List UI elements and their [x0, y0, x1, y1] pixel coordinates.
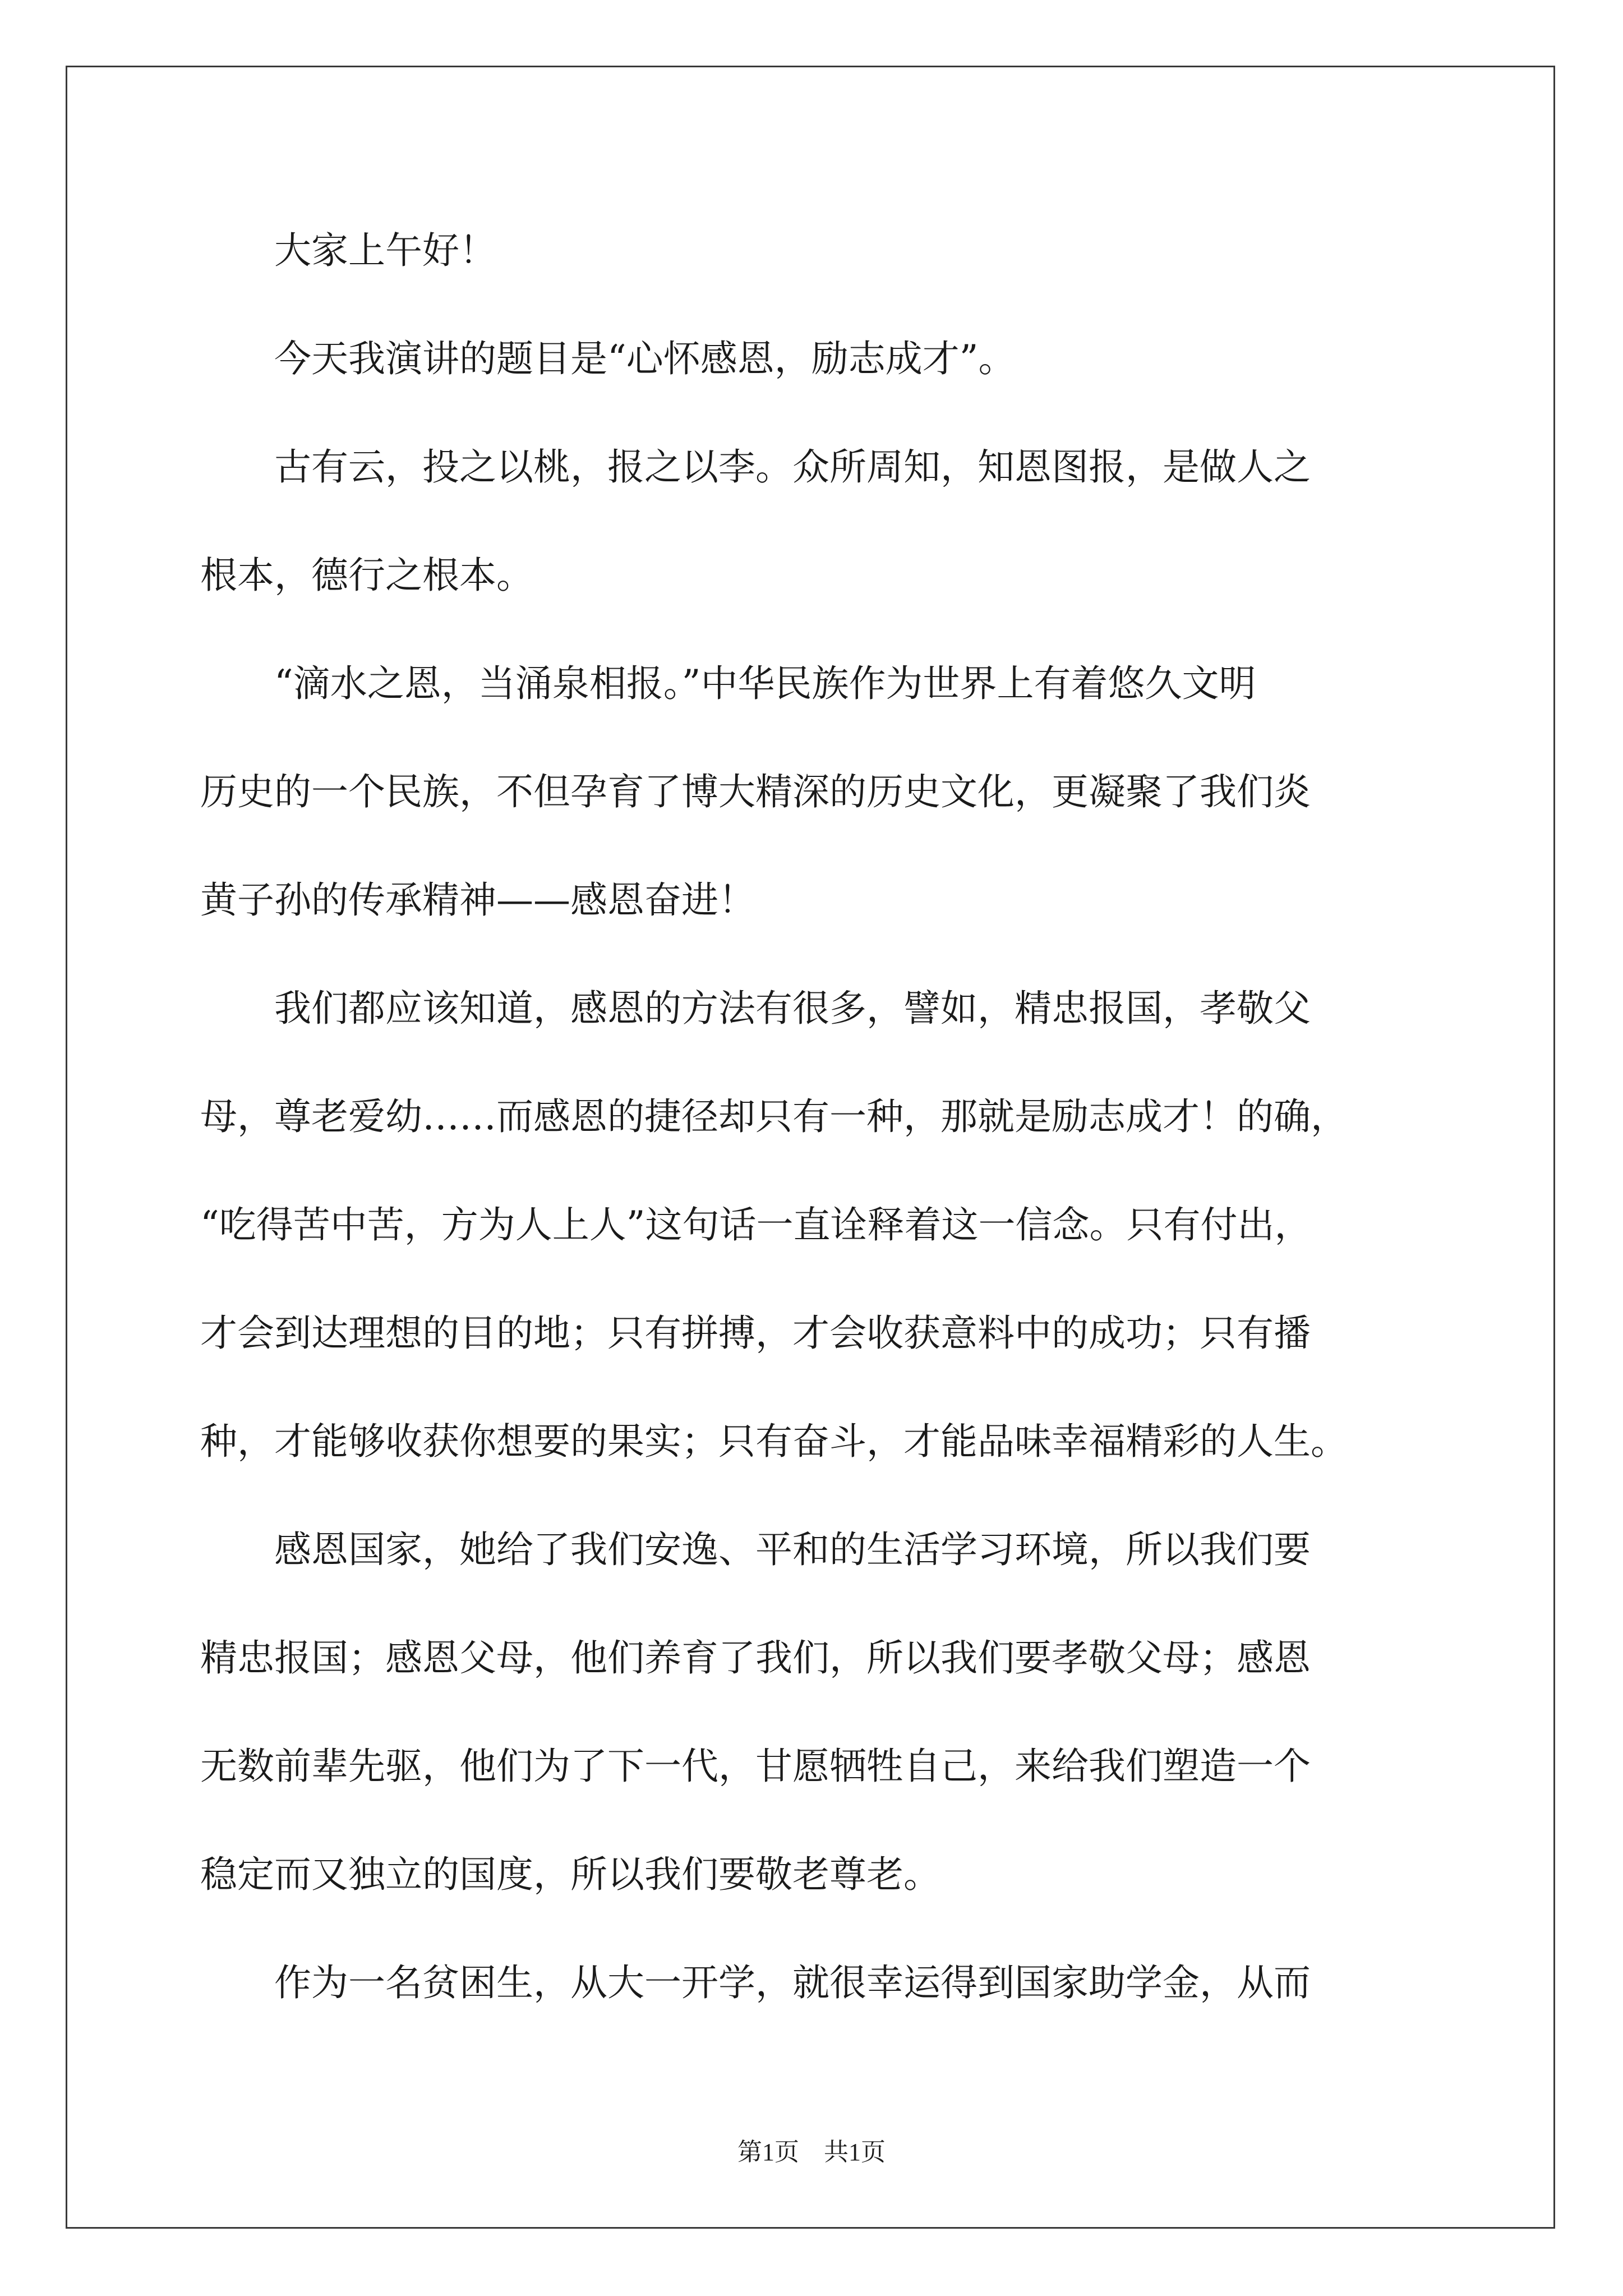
text-line: 无数前辈先驱，他们为了下一代，甘愿牺牲自己，来给我们塑造一个 — [200, 1745, 1311, 1788]
page-number: 第1页 共1页 — [737, 2138, 886, 2166]
text-line: 根本，德行之根本。 — [200, 554, 533, 597]
text-line: 母，尊老爱幼……而感恩的捷径却只有一种，那就是励志成才！的确， — [200, 1095, 1348, 1138]
text-line: “吃得苦中苦，方为人上人”这句话一直诠释着这一信念。只有付出， — [200, 1203, 1312, 1246]
text-line: 稳定而又独立的国度，所以我们要敬老尊老。 — [200, 1853, 940, 1896]
page-border — [66, 66, 1555, 2229]
text-line: 历史的一个民族，不但孕育了博大精深的历史文化，更凝聚了我们炎 — [200, 770, 1311, 813]
text-line: 黄子孙的传承精神——感恩奋进！ — [200, 878, 755, 922]
text-line: 古有云，投之以桃，报之以李。众所周知，知恩图报，是做人之 — [200, 445, 1311, 489]
text-line: 才会到达理想的目的地；只有拼搏，才会收获意料中的成功；只有播 — [200, 1312, 1311, 1355]
text-line: 我们都应该知道，感恩的方法有很多，譬如，精忠报国，孝敬父 — [200, 987, 1311, 1030]
text-line: “滴水之恩，当涌泉相报。”中华民族作为世界上有着悠久文明 — [200, 662, 1256, 705]
text-line: 今天我演讲的题目是“心怀感恩，励志成才”。 — [200, 337, 1016, 380]
text-line: 种，才能够收获你想要的果实；只有奋斗，才能品味幸福精彩的人生。 — [200, 1420, 1348, 1463]
text-line: 感恩国家，她给了我们安逸、平和的生活学习环境，所以我们要 — [200, 1528, 1311, 1571]
text-line: 精忠报国；感恩父母，他们养育了我们，所以我们要孝敬父母；感恩 — [200, 1636, 1311, 1680]
text-line: 大家上午好！ — [200, 229, 496, 272]
text-line: 作为一名贫困生，从大一开学，就很幸运得到国家助学金，从而 — [200, 1961, 1311, 2004]
